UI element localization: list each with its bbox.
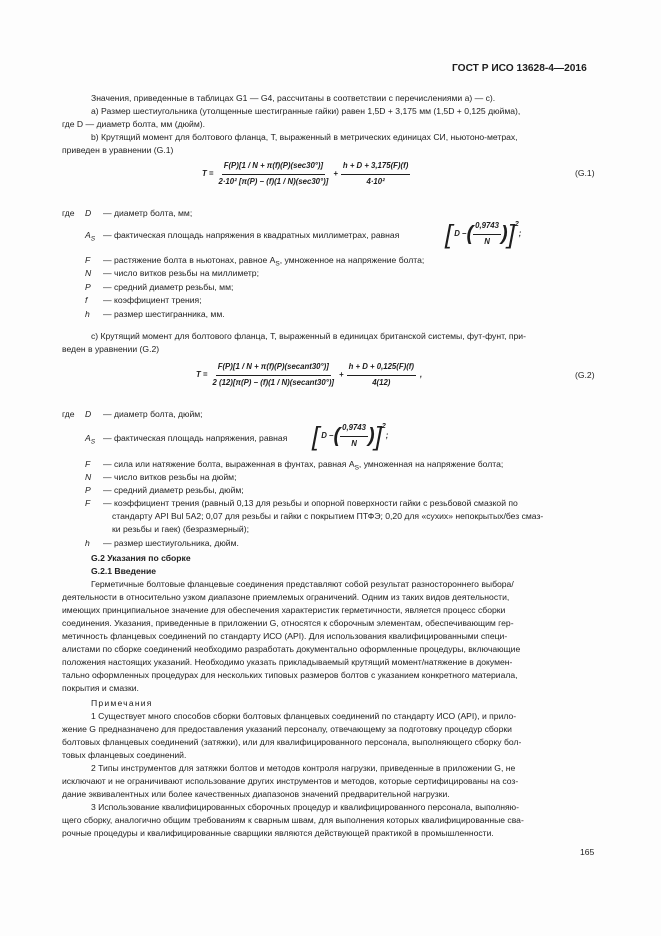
as2-denominator: N [351, 438, 357, 448]
eq1-label: (G.1) [575, 168, 595, 178]
note-line: щего сборку, аналогично общим требованиям к сварным швам, для выполнения которых квалифицированные сва- [62, 815, 524, 825]
def2-symbol-F2: F [85, 498, 91, 508]
def1-symbol-F: F [85, 255, 91, 265]
notes-title: Примечания [91, 698, 153, 708]
note-line: рочные процедуры и квалифицированные сварщики являются действующей практикой в промышленности. [62, 828, 494, 838]
bracket-left: [ [445, 219, 453, 249]
as1-denominator: N [484, 236, 490, 246]
as2-minus: − [328, 430, 334, 440]
intro-paragraph: Значения, приведенные в таблицах G1 — G4, рассчитаны в соответствии с перечислениями а) — с). [91, 93, 496, 103]
def1-symbol-D: D [85, 208, 92, 218]
equation-g1 [202, 156, 410, 192]
eq1-fraction-1 [216, 160, 330, 188]
def2-symbol-h: h [85, 538, 90, 548]
def2-symbol-N: N [85, 472, 92, 482]
as1-minus: − [461, 228, 467, 238]
def1-symbol-h: h [85, 309, 90, 319]
paragraph-line: соединения. Указания, приведенные в приложении G, относятся к сборочным элементам, обеспечивающим гер- [62, 618, 514, 628]
note-line: 1 Существует много способов сборки болтовых фланцевых соединений по стандарту ИСО (API), и прило- [91, 711, 517, 721]
paragraph-line: деятельности в относительно узком диапазоне приемлемых ограничений. Одним из таких видов деятельности, [62, 592, 510, 602]
def1-text-P: — средний диаметр резьбы, мм; [103, 282, 234, 292]
eq2-denominator-1: 2 (12)[π(P) − (f)(1 / N)(secant30°)] [212, 377, 335, 387]
eq2-label: (G.2) [575, 370, 595, 380]
note-line: дание эквивалентных или более качественных диапазонов значений предварительной нагрузки. [62, 789, 450, 799]
where-label-1: где [62, 208, 75, 218]
paren-right: ) [500, 223, 508, 245]
as1-end: ; [518, 228, 522, 238]
note-line: товых фланцевых соединений. [62, 750, 187, 760]
def1-text-D: — диаметр болта, мм; [103, 208, 193, 218]
eq2-denominator-2: 4(12) [372, 377, 391, 387]
note-line: исключают и не ограничивают использование других инструментов и методов, которые сертифицированы на соз- [62, 776, 519, 786]
bracket-left-2: [ [312, 421, 320, 451]
paragraph-line: алистами по сборке соединений необходимо разработать документально оформленные процедуры, включающие [62, 644, 521, 654]
item-b-line1: b) Крутящий момент для болтового фланца, T, выраженный в метрических единицах СИ, ньютоно-метрах, [91, 132, 518, 142]
document-header: ГОСТ Р ИСО 13628-4—2016 [452, 63, 587, 74]
page-number: 165 [580, 847, 595, 857]
paragraph-line: Герметичные болтовые фланцевые соединения представляют собой результат разностороннего выбора/ [91, 579, 514, 589]
def1-text-f: — коэффициент трения; [103, 295, 202, 305]
eq1-denominator-1: 2·10² [π(P) − (f)(1 / N)(sec30°)] [218, 176, 329, 186]
paren-left: ( [466, 223, 474, 245]
eq1-fraction-2 [341, 160, 410, 188]
item-a-line2: где D — диаметр болта, мм (дюйм). [62, 119, 206, 129]
def2-text-friction-line3: ки резьбы и гаек) (безразмерный); [112, 524, 249, 534]
def1-symbol-N: N [85, 268, 92, 278]
item-a-line1: а) Размер шестиугольника (утолщенные шестигранные гайки) равен 1,5D + 3,175 мм (1,5D + 0,125 дюйма), [91, 106, 521, 116]
def2-text-D: — диаметр болта, дюйм; [103, 409, 203, 419]
as2-exponent: 2 [381, 423, 386, 430]
as2-fraction [340, 422, 368, 450]
as2-d: D [321, 430, 327, 440]
paren-left-2: ( [333, 425, 341, 447]
def2-text-friction-line1: — коэффициент трения (равный 0,13 для резьбы и опорной поверхности гайки с резьбовой смазкой по [103, 498, 518, 508]
as2-end: ; [385, 430, 389, 440]
eq2-plus: + [339, 369, 344, 379]
def2-text-As: — фактическая площадь напряжения, равная [103, 433, 288, 443]
eq2-numerator-1: F(P)[1 / N + π(f)(P)(secant30°)] [216, 361, 331, 375]
def1-text-As: — фактическая площадь напряжения в квадратных миллиметрах, равная [103, 230, 400, 240]
note-line: 2 Типы инструментов для затяжки болтов и методов контроля нагрузки, приведенные в приложении G, не [91, 763, 516, 773]
item-b-line2: приведен в уравнении (G.1) [62, 145, 174, 155]
as-formula-2 [312, 421, 388, 451]
paren-right-2: ) [367, 425, 375, 447]
item-c-line1: с) Крутящий момент для болтового фланца, Т, выраженный в единицах британской системы, фут-фунт, при- [91, 331, 526, 341]
eq1-denominator-2: 4·10² [366, 176, 385, 186]
eq2-fraction-1 [210, 361, 336, 389]
as1-exponent: 2 [514, 221, 519, 228]
def2-symbol-F: F [85, 459, 91, 469]
def1-text-h: — размер шестигранника, мм. [103, 309, 225, 319]
def2-symbol-P: P [85, 485, 91, 495]
section-g21-heading: G.2.1 Введение [91, 566, 157, 576]
eq2-numerator-2: h + D + 0,125(F)(f) [347, 361, 416, 375]
paragraph-line: имеющих принципиальное значение для обеспечения характеристик герметичности, является процесс сборки [62, 605, 506, 615]
bracket-right-2: ] [374, 421, 382, 451]
def2-text-P: — средний диаметр резьбы, дюйм; [103, 485, 244, 495]
as2-numerator: 0,9743 [340, 422, 368, 436]
as1-numerator: 0,9743 [473, 220, 501, 234]
note-line: 3 Использование квалифицированных сборочных процедур и квалифицированного персонала, выполняю- [91, 802, 519, 812]
def2-text-N: — число витков резьбы на дюйм; [103, 472, 237, 482]
eq2-fraction-2 [347, 361, 416, 389]
as1-d: D [454, 228, 460, 238]
def1-text-N: — число витков резьбы на миллиметр; [103, 268, 259, 278]
eq1-lhs: T = [202, 168, 214, 178]
def2-symbol-D: D [85, 409, 92, 419]
bracket-right: ] [507, 219, 515, 249]
eq1-numerator-1: F(P)[1 / N + π(f)(P)(sec30°)] [222, 160, 325, 174]
def2-text-h: — размер шестиугольника, дюйм. [103, 538, 239, 548]
paragraph-line: положения настоящих указаний. Необходимо указать прикладываемый крутящий момент/натяжение в докумен- [62, 657, 513, 667]
def1-text-F: — растяжение болта в ньютонах, равное $A_S$, умноженное на напряжение болта; [103, 255, 425, 268]
note-line: жение G предназначено для предоставления указаний персоналу, отвечающему за подготовку процедур сборки [62, 724, 512, 734]
section-g2-heading: G.2 Указания по сборке [91, 553, 191, 563]
as-formula-1 [445, 219, 521, 249]
def2-symbol-As: $A_S$ [85, 433, 96, 446]
eq1-plus: + [333, 168, 338, 178]
eq2-comma: , [420, 369, 423, 379]
equation-g2 [196, 357, 422, 393]
def1-symbol-P: P [85, 282, 91, 292]
where-label-2: где [62, 409, 75, 419]
paragraph-line: покрытия и смазки. [62, 683, 139, 693]
item-c-line2: веден в уравнении (G.2) [62, 344, 160, 354]
def1-symbol-f: f [85, 295, 88, 305]
paragraph-line: тально оформленных процедурах для нескольких типовых размеров болтов с указанием конкретного материала, [62, 670, 518, 680]
def1-symbol-As: $A_S$ [85, 230, 96, 243]
def2-text-friction-line2: стандарту API Bul 5A2; 0,07 для резьбы и гайки с покрытием ПТФЭ; 0,20 для «сухих» непокрытых/без смаз- [112, 511, 544, 521]
def2-text-F: — сила или натяжение болта, выраженная в фунтах, равная $A_S$, умноженная на напряжение болта; [103, 459, 504, 472]
as1-fraction [473, 220, 501, 248]
eq1-numerator-2: h + D + 3,175(F)(f) [341, 160, 410, 174]
eq2-lhs: T = [196, 369, 208, 379]
paragraph-line: метичность фланцевых соединений по стандарту ИСО (API). Для использования квалифицированными специ- [62, 631, 508, 641]
note-line: болтовых фланцевых соединений (затяжки), или для квалифицированного персонала, выполняющего сборку бол- [62, 737, 522, 747]
